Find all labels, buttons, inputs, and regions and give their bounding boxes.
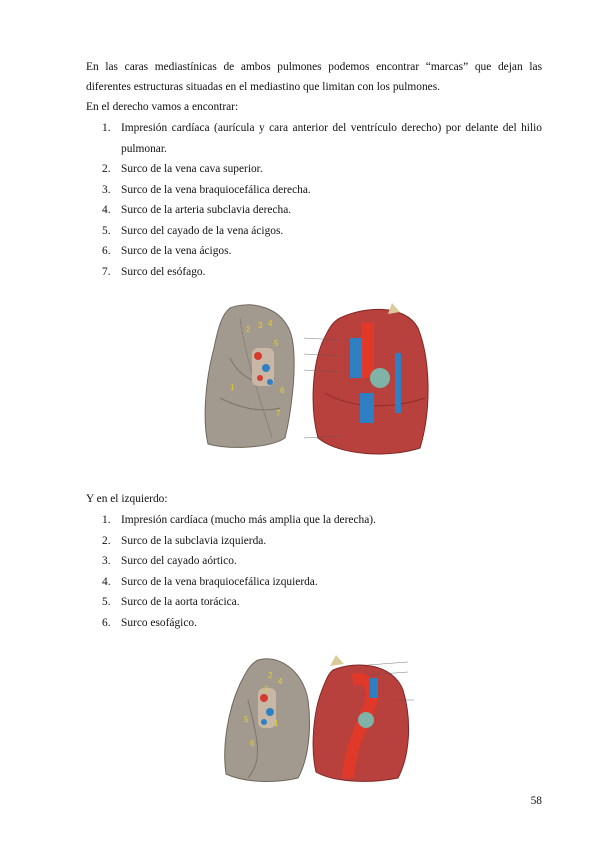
right-lung-lead: En el derecho vamos a encontrar: — [86, 101, 239, 113]
figure-marker: 7 — [276, 409, 281, 418]
figure-marker: 4 — [268, 319, 273, 328]
page-number: 58 — [530, 795, 542, 807]
figure-marker: 2 — [268, 671, 273, 680]
figure-marker: 6 — [250, 739, 255, 748]
figure-marker: 4 — [278, 677, 283, 686]
figure-marker: 1 — [230, 383, 235, 392]
figure-marker: 2 — [246, 325, 251, 334]
right-lung-list — [86, 118, 542, 282]
list-item: 1. Impresión cardíaca (mucho más amplia que la derecha). — [102, 514, 376, 526]
list-item: 6. Surco de la vena ácigos. — [102, 245, 232, 257]
left-lung-lead: Y en el izquierdo: — [86, 493, 168, 505]
left-lung-figure — [218, 650, 418, 786]
list-item: 5. Surco de la aorta torácica. — [102, 596, 240, 608]
right-lung-figure — [200, 298, 440, 462]
list-item: 1. Impresión cardíaca (aurícula y cara anterior del ventrículo derecho) por delante del hilio pulmonar. — [102, 122, 542, 155]
intro-paragraph: En las caras mediastínicas de ambos pulmones podemos encontrar “marcas” que dejan las diferentes estructuras situadas en el mediastino que limitan con los pulmones. — [86, 61, 542, 93]
list-item: 3. Surco del cayado aórtico. — [102, 555, 237, 567]
list-item: 2. Surco de la vena cava superior. — [102, 163, 263, 175]
figure-marker: 5 — [274, 339, 279, 348]
list-item: 2. Surco de la subclavia izquierda. — [102, 534, 267, 547]
figure-marker: 5 — [244, 715, 249, 724]
figure-marker: 3 — [258, 321, 263, 330]
left-lung-list — [86, 510, 542, 633]
list-item: 4. Surco de la vena braquiocefálica izquierda. — [102, 575, 318, 588]
list-item: 5. Surco del cayado de la vena ácigos. — [102, 224, 284, 237]
figure-marker: 3 — [264, 685, 269, 694]
list-item: 4. Surco de la arteria subclavia derecha. — [102, 204, 292, 216]
list-item: 7. Surco del esófago. — [102, 265, 206, 278]
figure-marker: 1 — [274, 719, 279, 728]
list-item: 3. Surco de la vena braquiocefálica derecha. — [102, 183, 311, 196]
list-item: 6. Surco esofágico. — [102, 616, 197, 629]
figure-marker: 6 — [280, 386, 285, 395]
